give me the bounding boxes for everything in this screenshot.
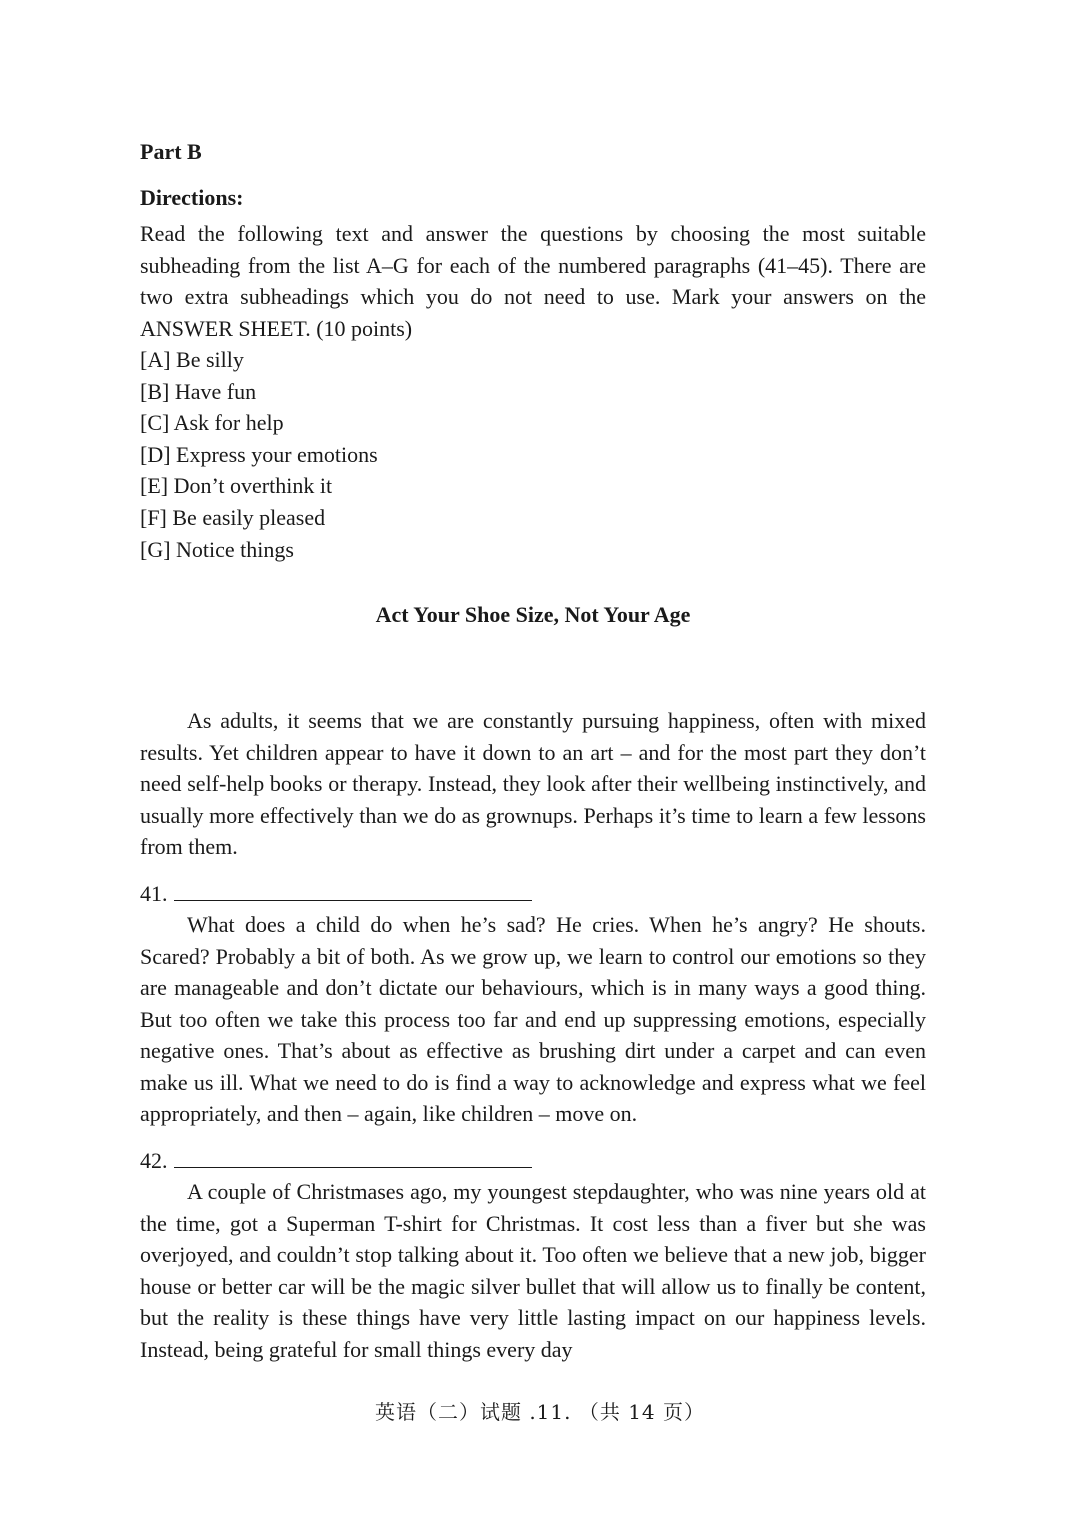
intro-paragraph: As adults, it seems that we are constantly pursuing happiness, often with mixed results. Yet children appear to have it down to an art – and for the most part they don’t need self-help books or therapy. Instead, they look after their wellbeing instinctively, and usually more effectively than we do as grownups. Perhaps it’s time to learn a few lessons from them. bbox=[140, 708, 926, 860]
directions-heading: Directions: bbox=[140, 185, 244, 210]
page-footer: 英语（二）试题 .11. （共 14 页） bbox=[374, 1400, 706, 1424]
directions-text: Read the following text and answer the questions by choosing the most suitable subheading from the list A–G for each of the numbered paragraphs (41–45). There are two extra subheadings which you do not need to use. Mark your answers on the ANSWER SHEET. (10 points) bbox=[140, 221, 926, 341]
page-content bbox=[140, 132, 926, 1365]
option-d: [D] Express your emotions bbox=[140, 441, 378, 467]
question-42-paragraph: A couple of Christmases ago, my youngest stepdaughter, who was nine years old at the time, got a Superman T-shirt for Christmas. It cost less than a fiver but she was overjoyed, and couldn’t stop talking about it. Too often we believe that a new job, bigger house or better car will be the magic silver bullet that will allow us to finally be content, but the reality is these things have very little lasting impact on our happiness levels. Instead, being grateful for small things every day bbox=[140, 1179, 926, 1362]
answer-blank bbox=[174, 1147, 532, 1168]
option-c: [C] Ask for help bbox=[140, 410, 284, 436]
option-e: [E] Don’t overthink it bbox=[140, 473, 333, 499]
option-g: [G] Notice things bbox=[140, 536, 294, 562]
question-number: 41. bbox=[140, 880, 168, 906]
article-title: Act Your Shoe Size, Not Your Age bbox=[375, 602, 691, 628]
option-a: [A] Be silly bbox=[140, 347, 244, 372]
question-42-heading bbox=[140, 1145, 926, 1177]
subheading-options bbox=[140, 344, 926, 565]
part-heading: Part B bbox=[140, 139, 202, 164]
answer-blank bbox=[174, 880, 532, 901]
option-f: [F] Be easily pleased bbox=[140, 504, 326, 530]
question-number: 42. bbox=[140, 1147, 168, 1173]
question-41-paragraph: What does a child do when he’s sad? He cries. When he’s angry? He shouts. Scared? Probably a bit of both. As we grow up, we learn to control our emotions so they are manageable and don’t dictate our behaviours, which is in many ways a good thing. But too often we take this process too far and end up suppressing emotions, especially negative ones. That’s about as effective as brushing dirt under a carpet and can even make us ill. What we need to do is find a way to acknowledge and express what we feel appropriately, and then – again, like children – move on. bbox=[140, 912, 926, 1127]
question-41-heading bbox=[140, 878, 926, 910]
option-b: [B] Have fun bbox=[140, 378, 257, 404]
